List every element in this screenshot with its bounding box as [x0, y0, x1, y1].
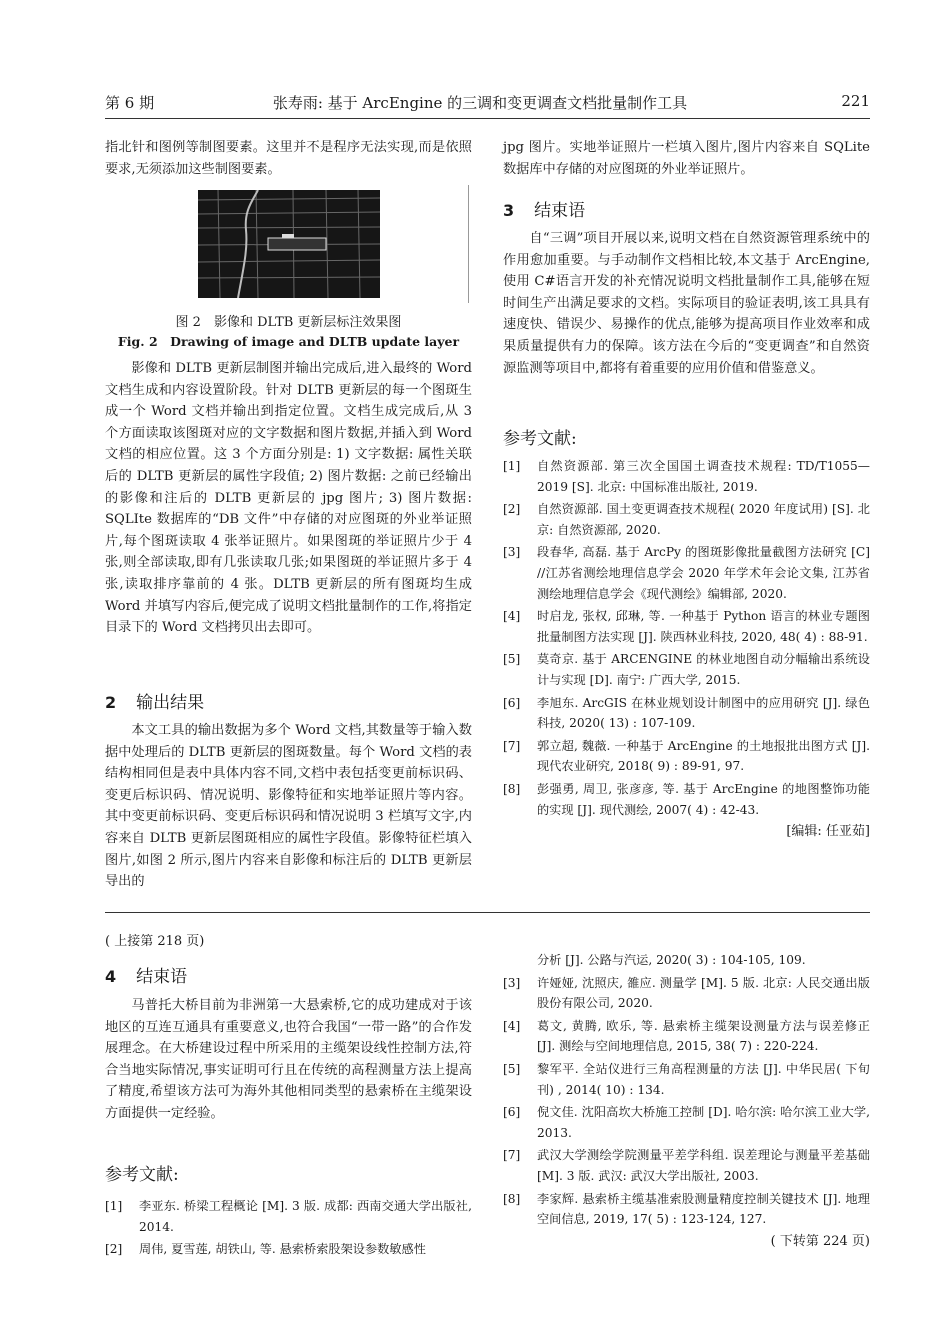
section-title: 输出结果: [136, 693, 205, 713]
reference-number: [8]: [503, 781, 521, 796]
reference-list: [503, 456, 870, 843]
reference-text: 段春华, 高磊. 基于 ArcPy 的图斑影像批量截图方法研究 [C] //江苏省测绘地理信息学会 2020 年学术年会论文集, 江苏省测绘地理信息学会《现代测绘》编辑部, 2020.: [537, 545, 870, 601]
reference-item: [503, 1145, 870, 1186]
issue-number: 第 6 期: [105, 94, 155, 112]
reference-text: 自然资源部. 国土变更调查技术规程( 2020 年度试用) [S]. 北京: 自然资源部, 2020.: [537, 502, 870, 537]
reference-text: 许娅娅, 沈照庆, 雒应. 测量学 [M]. 5 版. 北京: 人民交通出版股份有限公司, 2020.: [537, 975, 870, 1011]
reference-item: [503, 606, 870, 647]
figure-2-image: [198, 190, 380, 298]
satellite-image-graphic: [198, 190, 380, 298]
page-number: 221: [841, 92, 870, 110]
reference-number: [7]: [503, 738, 521, 753]
reference-text: 李旭东. ArcGIS 在林业规划设计制图中的应用研究 [J]. 绿色科技, 2020( 13) : 107-109.: [537, 695, 870, 731]
reference-text: 莫奇京. 基于 ARCENGINE 的林业地图自动分幅输出系统设计与实现 [D]. 南宁: 广西大学, 2015.: [537, 652, 870, 687]
reference-item: [503, 779, 870, 820]
reference-list: [503, 950, 870, 1252]
reference-number: [4]: [503, 609, 521, 624]
reference-number: [2]: [503, 502, 521, 517]
reference-list: [105, 1196, 472, 1262]
reference-number: [3]: [503, 545, 521, 560]
reference-item: [503, 1189, 870, 1230]
section-number: 4: [105, 967, 117, 986]
reference-item: [105, 1239, 472, 1260]
right-column: [503, 137, 870, 180]
continued-to-label: ( 下转第 224 页): [770, 1233, 870, 1249]
paragraph: 自“三调”项目开展以来,说明文档在自然资源管理系统中的作用愈加重要。与手动制作文档相比较,本文基于 ArcEngine,使用 C#语言开发的补充情况说明文档批量制作工具,能够在短时间生产出满足要求的文档。实际项目的验证表明,该工具具有速度快、错误少、易操作的优点,能够为提高项目作业效率和成果质量提供有力的保障。该方法在今后的“变更调查”和自然资源监测等项目中,都将有着重要的应用价值和借鉴意义。: [503, 231, 870, 376]
paragraph: 马普托大桥目前为非洲第一大悬索桥,它的成功建成对于该地区的互连互通具有重要意义,也符合我国“一带一路”的合作发展理念。在大桥建设过程中所采用的主缆架设线性控制方法,符合当地实际情况,事实证明可行且在传统的高程测量方法上提高了精度,希望该方法可为海外其他相同类型的悬索桥在主缆架设方面提供一定经验。: [105, 998, 472, 1121]
section-number: 2: [105, 693, 117, 712]
reference-text: 时启龙, 张权, 邱琳, 等. 一种基于 Python 语言的林业专题图批量制图方法实现 [J]. 陕西林业科技, 2020, 48( 4) : 88-91.: [537, 609, 870, 644]
reference-number: [8]: [503, 1191, 521, 1206]
reference-item: [503, 1059, 870, 1100]
running-title: 张寿雨: 基于 ArcEngine 的三调和变更调查文档批量制作工具: [272, 94, 688, 112]
figure-divider: [468, 185, 469, 303]
references-title: 参考文献:: [105, 1165, 179, 1185]
section-number: 3: [503, 201, 515, 220]
reference-number: [1]: [503, 459, 521, 473]
editor-note: [编辑: 任亚茹]: [786, 824, 870, 840]
reference-item: [503, 649, 870, 690]
reference-text: 分析 [J]. 公路与汽运, 2020( 3) : 104-105, 109.: [537, 953, 806, 967]
reference-number: [6]: [503, 1105, 521, 1120]
reference-text: 武汉大学测绘学院测量平差学科组. 误差理论与测量平差基础 [M]. 3 版. 武汉: 武汉大学出版社, 2003.: [537, 1148, 870, 1183]
reference-item: [503, 973, 870, 1014]
reference-number: [6]: [503, 695, 521, 710]
reference-item: [105, 1196, 472, 1237]
reference-number: [3]: [503, 975, 521, 990]
left-column: [105, 137, 472, 180]
reference-text: 葛文, 黄腾, 欧乐, 等. 悬索桥主缆架设测量方法与误差修正 [J]. 测绘与空间地理信息, 2015, 38( 7) : 220-224.: [537, 1018, 870, 1054]
reference-text: 黎军平. 全站仪进行三角高程测量的方法 [J]. 中华民居( 下旬刊) , 2014( 10) : 134.: [537, 1061, 870, 1097]
reference-number: [2]: [105, 1242, 123, 1257]
reference-text: 彭强勇, 周卫, 张彦彦, 等. 基于 ArcEngine 的地图整饰功能的实现 [J]. 现代测绘, 2007( 4) : 42-43.: [537, 781, 870, 817]
references-title: 参考文献:: [503, 429, 577, 449]
reference-item: [503, 542, 870, 604]
reference-number: [5]: [503, 1061, 521, 1076]
figure-caption-cn: 图 2 影像和 DLTB 更新层标注效果图: [175, 315, 402, 330]
section-title: 结束语: [136, 967, 188, 987]
reference-text: 自然资源部. 第三次全国国土调查技术规程: TD/T1055—2019 [S]. 北京: 中国标准出版社, 2019.: [537, 459, 870, 494]
reference-number: [7]: [503, 1148, 521, 1163]
continued-from-label: ( 上接第 218 页): [105, 934, 205, 949]
section-heading-3: [503, 196, 585, 221]
paragraph: 指北针和图例等制图要素。这里并不是程序无法实现,而是依照要求,无须添加这些制图要素。: [105, 140, 472, 177]
paragraph: 影像和 DLTB 更新层制图并输出完成后,进入最终的 Word 文档生成和内容设置阶段。针对 DLTB 更新层的每一个图斑生成一个 Word 文档并输出到指定位置。文档生成完成后,从 3 个方面读取该图斑对应的文字数据和图片数据,并插入到 Word 文档的相应位置。这 3 个方面分别是: 1) 文字数据: 属性关联后的 DLTB 更新层的属性字段值; 2) 图片数据: 之前已经输出的影像和注后的 DLTB 更新层的 jpg 图片; 3) 图片数据: SQLIte 数据库的“DB 文件”中存储的对应图斑的外业举证照片,每个图斑读取 4 张举证照片。如果图斑的举证照片少于 4 张,则全部读取,即有几张读取几张;如果图斑的举证照片多于 4 张,读取排序靠前的 4 张。DLTB 更新层的所有图斑均生成 Word 并填写内容后,便完成了说明文档批量制作的工作,将指定目录下的 Word 文档拷贝出去即可。: [105, 361, 472, 636]
reference-number: [4]: [503, 1018, 521, 1033]
section-heading-2: [105, 688, 204, 713]
reference-item: [503, 1102, 870, 1143]
reference-item: [503, 499, 870, 540]
reference-number: [5]: [503, 652, 521, 667]
reference-item: [503, 693, 870, 734]
reference-text: 李家辉. 悬索桥主缆基准索股测量精度控制关键技术 [J]. 地理空间信息, 2019, 17( 5) : 123-124, 127.: [537, 1191, 870, 1227]
reference-item: [503, 736, 870, 777]
reference-text: 李亚东. 桥梁工程概论 [M]. 3 版. 成都: 西南交通大学出版社, 2014.: [139, 1199, 472, 1234]
reference-item-continuation: [503, 950, 870, 971]
reference-item: [503, 1016, 870, 1057]
section-heading-4: [105, 962, 187, 987]
paragraph: 本文工具的输出数据为多个 Word 文档,其数量等于输入数据中处理后的 DLTB 更新层的图斑数量。每个 Word 文档的表结构相同但是表中具体内容不同,文档中表包括变更前标识码、变更后标识码、情况说明、影像特征和实地举证照片等内容。其中变更前标识码、变更后标识码和情况说明 3 栏填写文字,内容来自 DLTB 更新层图斑相应的属性字段值。影像特征栏填入图片,如图 2 所示,图片内容来自影像和标注后的 DLTB 更新层导出的: [105, 723, 472, 890]
header-rule: [105, 118, 870, 119]
figure-caption-en: Fig. 2 Drawing of image and DLTB update layer: [117, 334, 460, 349]
paragraph: jpg 图片。实地举证照片一栏填入图片,图片内容来自 SQLite 数据库中存储的对应图斑的外业举证照片。: [503, 140, 870, 177]
reference-text: 倪文佳. 沈阳高坎大桥施工控制 [D]. 哈尔滨: 哈尔滨工业大学, 2013.: [537, 1105, 870, 1140]
reference-item: [503, 456, 870, 497]
reference-number: [1]: [105, 1199, 123, 1213]
reference-text: 郭立超, 魏薇. 一种基于 ArcEngine 的土地报批出图方式 [J]. 现代农业研究, 2018( 9) : 89-91, 97.: [537, 738, 870, 774]
reference-text: 周伟, 夏雪莲, 胡铁山, 等. 悬索桥索股架设参数敏感性: [139, 1242, 426, 1257]
article-divider: [105, 912, 870, 913]
section-title: 结束语: [534, 201, 586, 221]
